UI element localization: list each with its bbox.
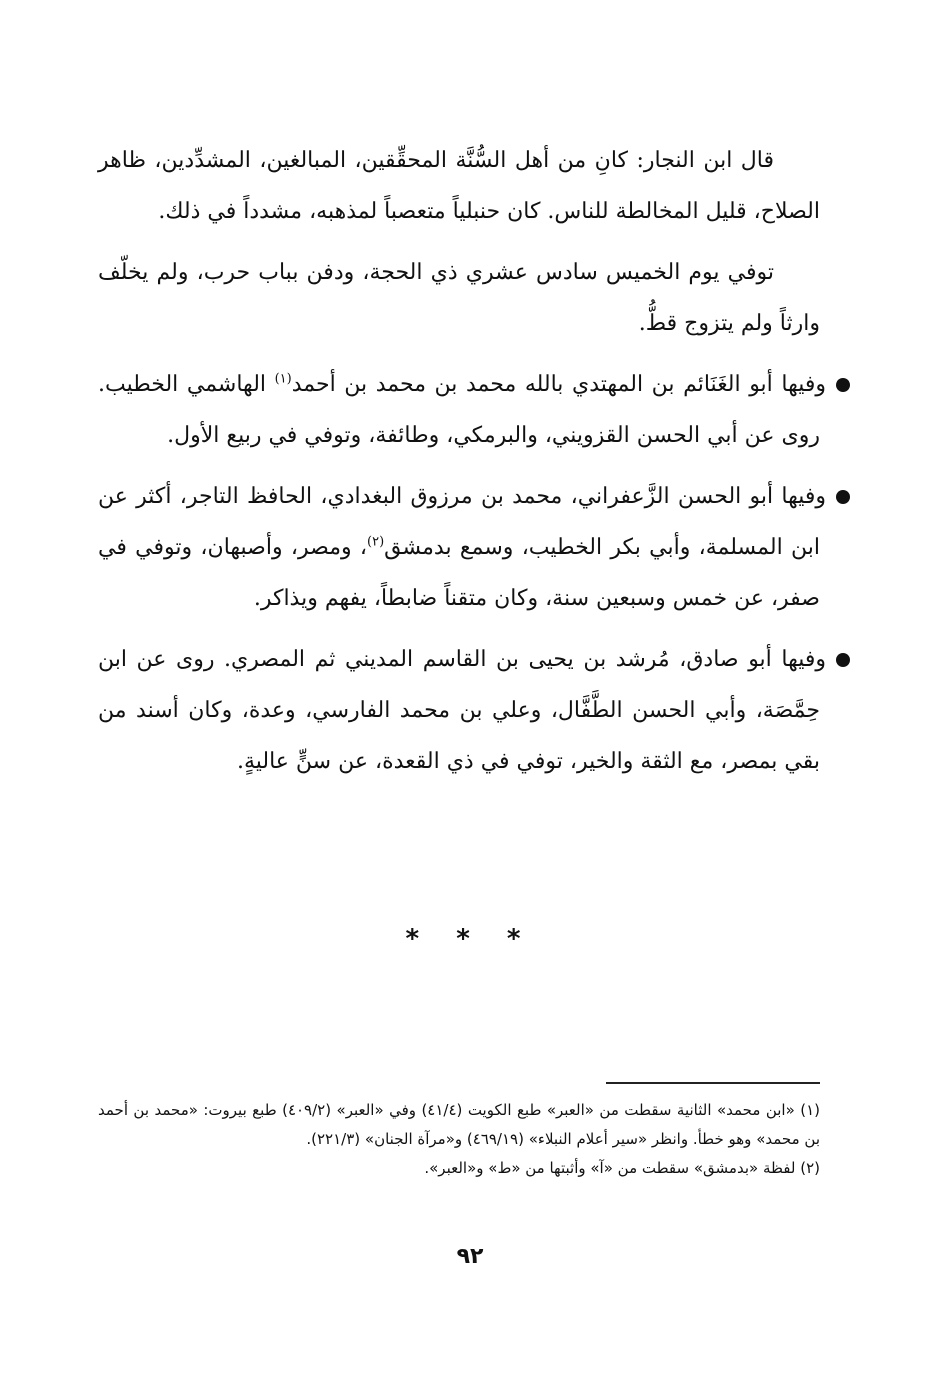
paragraph: قال ابن النجار: كانِ من أهل السُّنَّة المحقِّقين، المبالغين، المشدِّدين، ظاهر الصلاح، قليل المخالطة للناس. كان حنبلياً متعصباً لمذهبه، مشدداً في ذلك. <box>98 148 820 224</box>
page-number: ٩٢ <box>456 1244 484 1269</box>
entry-text: وفيها أبو الغَنَائم بن المهتدي بالله محمد بن محمد بن أحمد <box>291 372 826 397</box>
bullet-icon <box>836 653 850 667</box>
entry-text: ، ومصر، وأصبهان، وتوفي في صفر، عن خمس وسبعين سنة، وكان متقناً ضابطاً، يفهم ويذاكر. <box>98 535 820 611</box>
entry-abu-alghanaim <box>98 359 826 461</box>
bullet-icon <box>836 378 850 392</box>
footnote-2: (٢) لفظة «بدمشق» سقطت من «آ» وأثبتها من «ط» و«العبر». <box>424 1159 820 1177</box>
footnote-divider <box>606 1082 820 1084</box>
entry-abu-alhasan-alzafarani <box>98 471 826 624</box>
entry-text: وفيها أبو الحسن الزَّعفراني، محمد بن مرزوق البغدادي، الحافظ التاجر، أكثر عن ابن المسلمة، وأبي بكر الخطيب، وسمع بدمشق <box>98 484 826 560</box>
paragraph: توفي يوم الخميس سادس عشري ذي الحجة، ودفن بباب حرب، ولم يخلّف وارثاً ولم يتزوج قطُّ. <box>98 260 820 336</box>
entry-text: وفيها أبو صادق، مُرشد بن يحيى بن القاسم المديني ثم المصري. روى عن ابن حِمَّصَة، وأبي الحسن الطَّفَّال، وعلي بن محمد الفارسي، وعدة، وكان أسند من بقي بمصر، مع الثقة والخير، توفي في ذي القعدة، عن سنٍّ عاليةٍ. <box>98 647 826 774</box>
footnote-1: (١) «ابن محمد» الثانية سقطت من «العبر» طبع الكويت (٤١/٤) وفي «العبر» (٤٠٩/٢) طبع بيروت: «محمد بن أحمد بن محمد» وهو خطأ. وانظر «سير أعلام النبلاء» (٤٦٩/١٩) و«مرآة الجنان» (٢٢١/٣). <box>98 1101 820 1148</box>
main-text <box>98 135 826 797</box>
footnotes <box>98 1096 820 1183</box>
entry-text: الهاشمي الخطيب. روى عن أبي الحسن القزويني، والبرمكي، وطائفة، وتوفي في ربيع الأول. <box>98 372 820 448</box>
entry-abu-sadiq <box>98 634 826 787</box>
footnote-marker[interactable]: (١) <box>274 371 292 387</box>
section-separator: * * * <box>405 924 535 954</box>
bullet-icon <box>836 490 850 504</box>
footnote-marker[interactable]: (٢) <box>367 534 385 550</box>
